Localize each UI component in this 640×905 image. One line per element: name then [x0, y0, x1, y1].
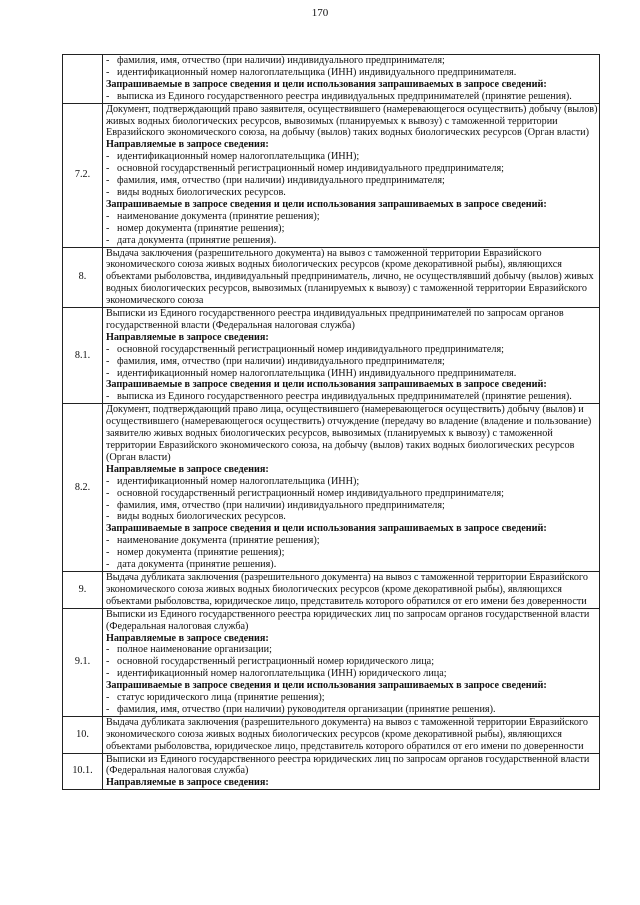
- row-number: 10.: [63, 716, 103, 753]
- section-heading: Запрашиваемые в запросе сведения и цели использования запрашиваемых в запросе сведений:: [106, 198, 547, 210]
- list-item: - основной государственный регистрационный номер индивидуального предпринимателя;: [106, 163, 599, 175]
- table-row: [63, 571, 600, 608]
- list-item: - виды водных биологических ресурсов.: [106, 187, 599, 199]
- paragraph: Документ, подтверждающий право лица, осуществившего (намеревающегося осуществить) добычу (вылов) и осуществившего (намеревающегося осуществить) отчуждение (передачу во владение (владение и пользование) заявителю живых водных биологических ресурсов, вывозимых (планируемых к вывозу) с таможенной территории Евразийского экономического союза, на добычу (вылов) таких водных биологических ресурсов (Орган власти): [106, 404, 592, 463]
- list-item: - наименование документа (принятие решения);: [106, 535, 599, 547]
- list-item: - фамилия, имя, отчество (при наличии) руководителя организации (принятие решения).: [106, 704, 599, 716]
- row-number: [63, 55, 103, 104]
- row-content: [103, 247, 600, 308]
- section-heading: Направляемые в запросе сведения:: [106, 632, 269, 644]
- row-content: [103, 308, 600, 404]
- row-content: [103, 608, 600, 716]
- list-item: - идентификационный номер налогоплательщика (ИНН) индивидуального предпринимателя.: [106, 67, 599, 79]
- section-heading: Запрашиваемые в запросе сведения и цели использования запрашиваемых в запросе сведений:: [106, 523, 547, 535]
- list-item: - фамилия, имя, отчество (при наличии) индивидуального предпринимателя;: [106, 500, 599, 512]
- row-number: 8.: [63, 247, 103, 308]
- section-heading: Направляемые в запросе сведения:: [106, 777, 269, 789]
- section-heading: Запрашиваемые в запросе сведения и цели использования запрашиваемых в запросе сведений:: [106, 78, 547, 90]
- row-number: 9.1.: [63, 608, 103, 716]
- row-number: 9.: [63, 571, 103, 608]
- list-item: - выписка из Единого государственного реестра индивидуальных предпринимателей (принятие решения).: [106, 391, 599, 403]
- section-heading: Направляемые в запросе сведения:: [106, 463, 269, 475]
- row-content: [103, 55, 600, 104]
- row-content: [103, 753, 600, 790]
- list-item: - фамилия, имя, отчество (при наличии) индивидуального предпринимателя;: [106, 55, 599, 67]
- table-row: [63, 404, 600, 572]
- section-heading: Запрашиваемые в запросе сведения и цели использования запрашиваемых в запросе сведений:: [106, 379, 547, 391]
- paragraph: Выдача дубликата заключения (разрешительного документа) на вывоз с таможенной территории Евразийского экономического союза живых водных биологических ресурсов (кроме декоративной рыбы), являющихся объектами рыболовства, юридическое лицо, представитель которого обратился от его имени по доверенности: [106, 716, 588, 752]
- list-item: - основной государственный регистрационный номер индивидуального предпринимателя;: [106, 488, 599, 500]
- row-number: 7.2.: [63, 103, 103, 247]
- paragraph: Выдача заключения (разрешительного документа) на вывоз с таможенной территории Евразийского экономического союза живых водных биологических ресурсов (кроме декоративной рыбы), являющихся объектами рыболовства, индивидуальный предприниматель, лично, не осуществлявший добычу (вылов) живых водных биологических ресурсов, вывозимых (планируемых к вывозу) с таможенной территории Евразийского экономического союза: [106, 247, 594, 307]
- list-item: - идентификационный номер налогоплательщика (ИНН);: [106, 151, 599, 163]
- table-row: [63, 55, 600, 104]
- paragraph: Документ, подтверждающий право заявителя, осуществившего (намеревающегося осуществить) добычу (вылов) живых водных биологических ресурсов, вывозимых (планируемых к вывозу) с таможенной территории Евразийского экономического союза, на добычу (вылов) таких водных биологических ресурсов (Орган власти): [106, 103, 598, 139]
- paragraph: Выписки из Единого государственного реестра юридических лиц по запросам органов государственной власти (Федеральная налоговая служба): [106, 608, 590, 632]
- list-item: - номер документа (принятие решения);: [106, 223, 599, 235]
- paragraph: Выписки из Единого государственного реестра юридических лиц по запросам органов государственной власти (Федеральная налоговая служба): [106, 753, 590, 777]
- table-row: [63, 753, 600, 790]
- requirements-table: [62, 54, 600, 790]
- list-item: - идентификационный номер налогоплательщика (ИНН) юридического лица;: [106, 668, 599, 680]
- list-item: - статус юридического лица (принятие решения);: [106, 692, 599, 704]
- table-row: [63, 608, 600, 716]
- list-item: - выписка из Единого государственного реестра индивидуальных предпринимателей (принятие решения).: [106, 91, 599, 103]
- page-number: 170: [311, 7, 329, 19]
- list-item: - наименование документа (принятие решения);: [106, 211, 599, 223]
- list-item: - дата документа (принятие решения).: [106, 235, 599, 247]
- row-content: [103, 103, 600, 247]
- table-row: [63, 247, 600, 308]
- list-item: - основной государственный регистрационный номер индивидуального предпринимателя;: [106, 344, 599, 356]
- table-row: [63, 308, 600, 404]
- paragraph: Выдача дубликата заключения (разрешительного документа) на вывоз с таможенной территории Евразийского экономического союза живых водных биологических ресурсов (кроме декоративной рыбы), являющихся объектами рыболовства, юридическое лицо, представитель которого обратился от его имени без доверенности: [106, 571, 588, 607]
- table-row: [63, 716, 600, 753]
- section-heading: Направляемые в запросе сведения:: [106, 331, 269, 343]
- table-row: [63, 103, 600, 247]
- list-item: - фамилия, имя, отчество (при наличии) индивидуального предпринимателя;: [106, 356, 599, 368]
- section-heading: Запрашиваемые в запросе сведения и цели использования запрашиваемых в запросе сведений:: [106, 680, 547, 692]
- list-item: - дата документа (принятие решения).: [106, 559, 599, 571]
- paragraph: Выписки из Единого государственного реестра индивидуальных предпринимателей по запросам органов государственной власти (Федеральная налоговая служба): [106, 308, 564, 331]
- list-item: - основной государственный регистрационный номер юридического лица;: [106, 656, 599, 668]
- row-number: 10.1.: [63, 753, 103, 790]
- row-content: [103, 716, 600, 753]
- list-item: - виды водных биологических ресурсов.: [106, 511, 599, 523]
- list-item: - полное наименование организации;: [106, 644, 599, 656]
- section-heading: Направляемые в запросе сведения:: [106, 139, 269, 151]
- row-content: [103, 571, 600, 608]
- list-item: - идентификационный номер налогоплательщика (ИНН);: [106, 476, 599, 488]
- list-item: - номер документа (принятие решения);: [106, 547, 599, 559]
- row-content: [103, 404, 600, 572]
- list-item: - фамилия, имя, отчество (при наличии) индивидуального предпринимателя;: [106, 175, 599, 187]
- list-item: - идентификационный номер налогоплательщика (ИНН) индивидуального предпринимателя.: [106, 368, 599, 380]
- row-number: 8.2.: [63, 404, 103, 572]
- row-number: 8.1.: [63, 308, 103, 404]
